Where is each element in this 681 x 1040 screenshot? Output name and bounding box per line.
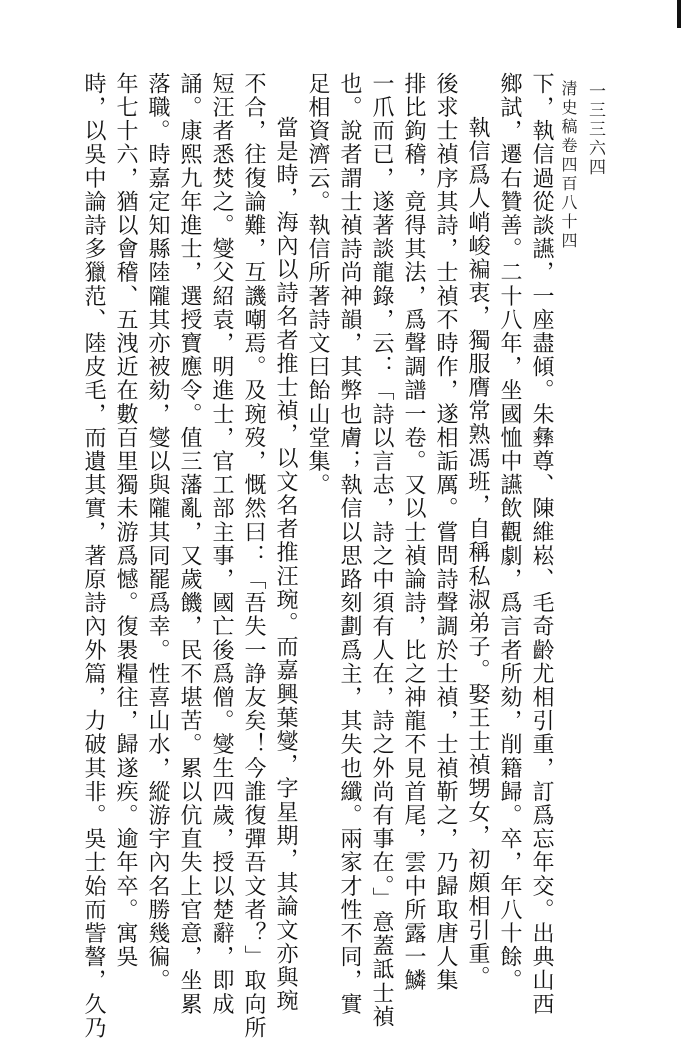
text-column-8: 足相資濟云。執信所著詩文曰飴山堂集。 bbox=[305, 72, 330, 497]
text-column-14: 年七十六，猶以會稽、五洩近在數百里獨未游爲憾。復褁糧往，歸遂疾。逾年卒。寓吳 bbox=[113, 72, 138, 969]
running-title: 清史稿卷四百八十四 bbox=[559, 80, 578, 251]
text-column-5: 排比鉤稽，竟得其法，爲聲調譜一卷。又以士禎論詩，比之神龍不見首尾，雲中所露一鱗 bbox=[401, 72, 426, 993]
text-column-4: 後求士禎序其詩，士禎不時作，遂相詬厲。嘗問詩聲調於士禎，士禎靳之，乃歸取唐人集 bbox=[433, 72, 458, 993]
text-column-9: 當是時，海內以詩名者推士禎，以文名者推汪琬。而嘉興葉燮，字星期，其論文亦與琬 bbox=[273, 116, 298, 1013]
text-column-11: 短汪者悉焚之。燮父紹袁，明進士，官工部主事，國亡後爲僧。燮生四歲，授以楚辭，即成 bbox=[209, 72, 234, 1016]
text-column-7: 也。說者謂士禎詩尚神韻，其弊也膚；執信以思路刻劃爲主，其失也纖。兩家才性不同，實 bbox=[337, 72, 362, 1016]
text-column-6: 一爪而已，遂著談龍錄，云：「詩以言志，詩之中須有人在，詩之外尚有事在。」意蓋詆士禎 bbox=[369, 72, 394, 1029]
text-column-2: 鄉試，遷右贊善。二十八年，坐國恤中讌飲觀劇，爲言者所劾，削籍歸。卒，年八十餘。 bbox=[497, 72, 522, 993]
text-column-12: 誦。康熙九年進士，選授寶應令。值三藩亂，又歲饑，民不堪苦。累以伉直失上官意，坐累 bbox=[177, 72, 202, 1016]
text-column-13: 落職。時嘉定知縣陸隴其亦被劾，燮以與隴其同罷爲幸。性喜山水，縱游宇內名勝幾徧。 bbox=[145, 72, 170, 993]
text-column-15: 時，以吳中論詩多獵范、陸皮毛，而遺其實，著原詩內外篇，力破其非。吳士始而訾謷，久乃 bbox=[81, 72, 106, 1040]
text-column-10: 不合，往復論難，互譏嘲焉。及琬歿，慨然曰：「吾失一諍友矣！今誰復彈吾文者？」取向所 bbox=[241, 72, 266, 1040]
page-edge-mark bbox=[677, 0, 681, 28]
page-number: 一三三六四 bbox=[585, 82, 605, 177]
text-column-3: 執信爲人峭峻褊衷，獨服膺常熟馮班，自稱私淑弟子。娶王士禎甥女，初頗相引重。 bbox=[465, 116, 490, 990]
text-column-1: 下，執信過從談讌，一座盡傾。朱彝尊、陳維崧、毛奇齡尤相引重，訂爲忘年交。出典山西 bbox=[529, 72, 554, 1016]
